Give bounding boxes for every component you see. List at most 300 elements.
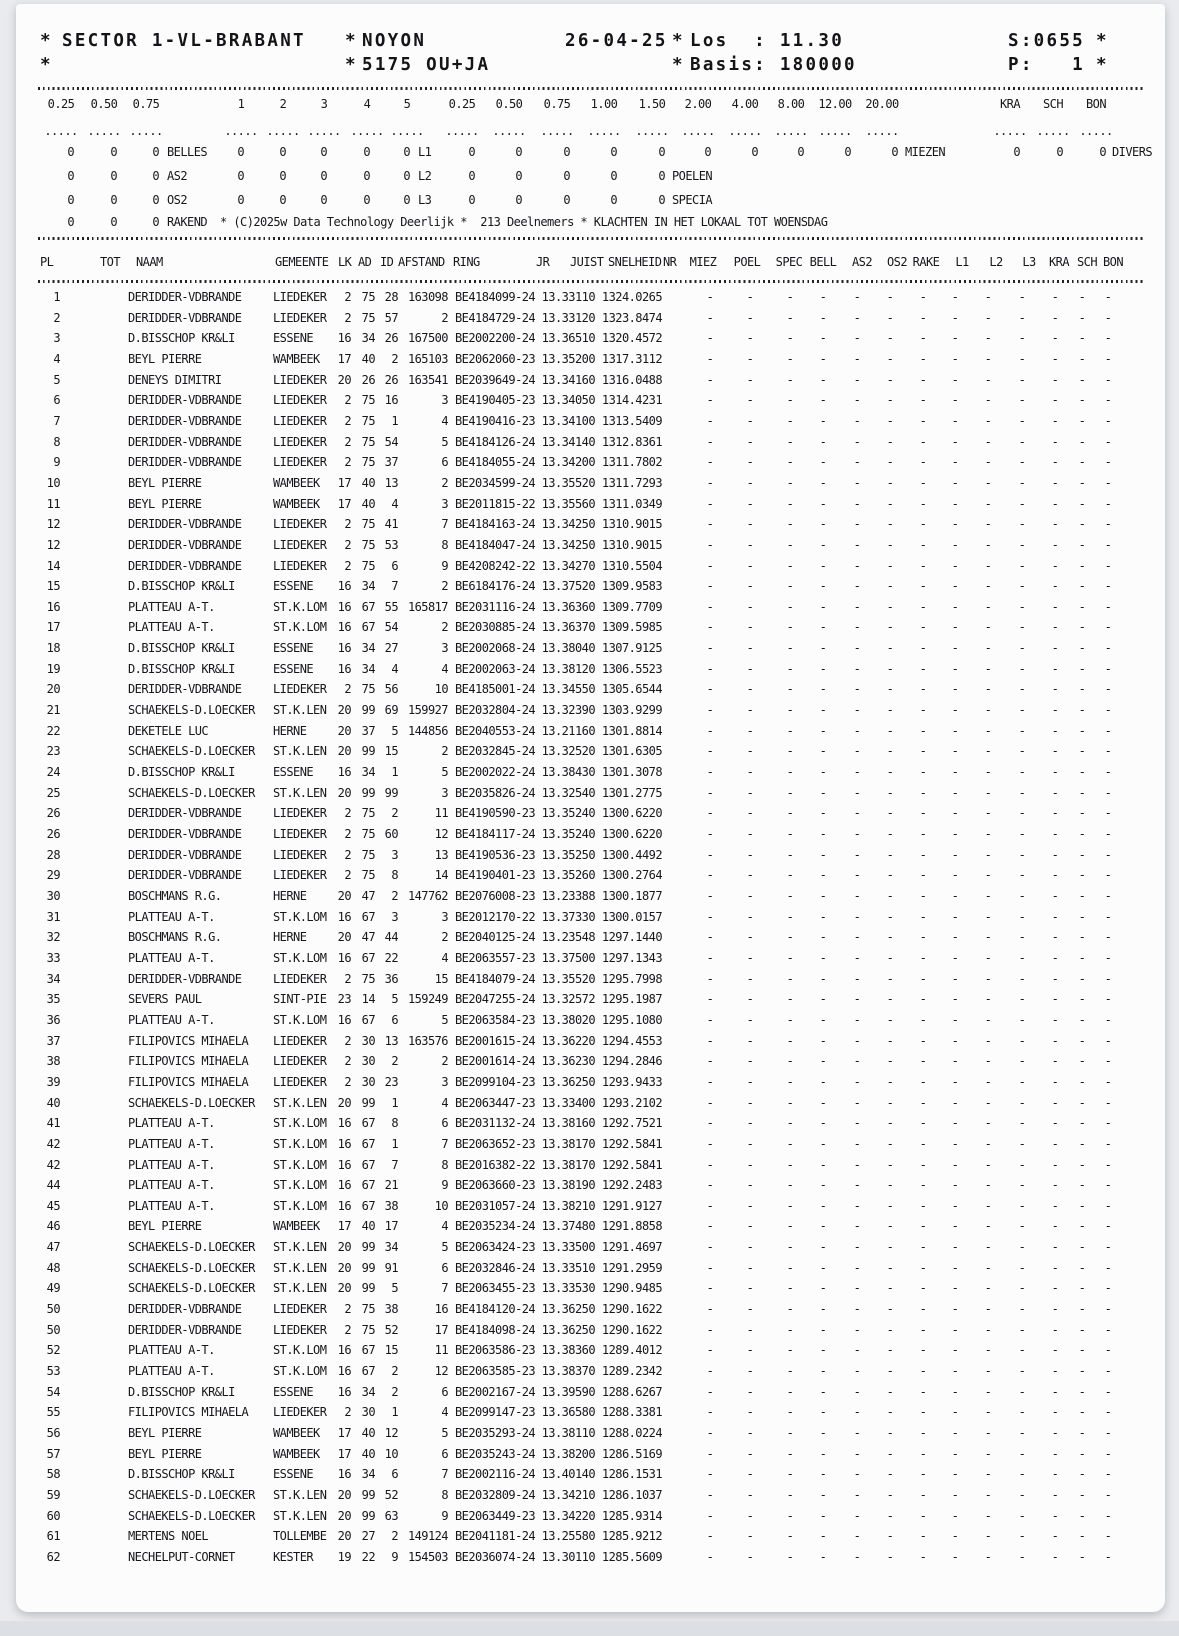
cell-gemeente: WAMBEEK bbox=[273, 1426, 320, 1441]
cell-lk: 19 bbox=[337, 1549, 351, 1564]
cell-mark: - bbox=[1104, 992, 1112, 1007]
cell-id: 1 bbox=[391, 1136, 398, 1151]
cell-mark: - bbox=[853, 1302, 861, 1317]
table-row bbox=[16, 762, 1165, 783]
cell-juist: 13.34210 bbox=[541, 1487, 595, 1502]
cell-mark: - bbox=[919, 868, 927, 883]
stake-count: 0 bbox=[1056, 145, 1063, 159]
table-row bbox=[16, 1444, 1165, 1465]
cell-pl: 31 bbox=[46, 909, 60, 924]
cell-mark: - bbox=[951, 372, 959, 387]
stake-count: 0 bbox=[610, 169, 617, 183]
cell-mark: - bbox=[819, 1116, 827, 1131]
cell-snelheid: 1291.4697 bbox=[601, 1240, 662, 1255]
cell-id: 44 bbox=[384, 930, 398, 945]
cell-juist: 13.32572 bbox=[541, 992, 595, 1007]
cell-naam: DERIDDER-VDBRANDE bbox=[128, 434, 242, 449]
cell-gemeente: ESSENE bbox=[273, 331, 314, 346]
cell-ring: BE2001615-24 bbox=[455, 1033, 536, 1048]
cell-mark: - bbox=[706, 992, 714, 1007]
cell-mark: - bbox=[819, 537, 827, 552]
cell-mark: - bbox=[1051, 1364, 1059, 1379]
cell-mark: - bbox=[984, 682, 992, 697]
cell-mark: - bbox=[886, 744, 894, 759]
cell-mark: - bbox=[1018, 1487, 1026, 1502]
cell-mark: - bbox=[1018, 744, 1026, 759]
cell-gemeente: ST.K.LEN bbox=[273, 785, 327, 800]
cell-afstand: 11 bbox=[434, 806, 448, 821]
cell-mark: - bbox=[984, 351, 992, 366]
cell-mark: - bbox=[706, 1549, 714, 1564]
column-header: NR bbox=[663, 255, 677, 269]
stake-category-label: RAKEND bbox=[167, 215, 208, 229]
cell-lk: 2 bbox=[344, 682, 351, 697]
cell-mark: - bbox=[951, 1136, 959, 1151]
cell-snelheid: 1293.2102 bbox=[601, 1095, 662, 1110]
cell-afstand: 165817 bbox=[407, 599, 448, 614]
cell-pl: 30 bbox=[46, 888, 60, 903]
cell-pl: 4 bbox=[53, 351, 60, 366]
cell-lk: 2 bbox=[344, 558, 351, 573]
cell-mark: - bbox=[951, 992, 959, 1007]
cell-ring: BE4184126-24 bbox=[455, 434, 536, 449]
cell-id: 16 bbox=[384, 393, 398, 408]
stake-dash-group: ..... bbox=[307, 124, 341, 138]
cell-mark: - bbox=[706, 1157, 714, 1172]
cell-gemeente: WAMBEEK bbox=[273, 475, 320, 490]
cell-mark: - bbox=[1078, 310, 1086, 325]
cell-mark: - bbox=[984, 950, 992, 965]
cell-lk: 2 bbox=[344, 1405, 351, 1420]
cell-mark: - bbox=[853, 1198, 861, 1213]
cell-gemeente: ESSENE bbox=[273, 765, 314, 780]
cell-mark: - bbox=[786, 992, 794, 1007]
cell-mark: - bbox=[746, 1446, 754, 1461]
cell-mark: - bbox=[819, 1302, 827, 1317]
cell-mark: - bbox=[786, 620, 794, 635]
cell-gemeente: ST.K.LOM bbox=[273, 909, 327, 924]
cell-mark: - bbox=[1018, 1508, 1026, 1523]
cell-juist: 13.33110 bbox=[541, 290, 595, 304]
cell-mark: - bbox=[1051, 537, 1059, 552]
cell-id: 17 bbox=[384, 1219, 398, 1234]
cell-mark: - bbox=[786, 661, 794, 676]
cell-id: 1 bbox=[391, 1405, 398, 1420]
stake-count: 0 bbox=[797, 145, 804, 159]
cell-id: 23 bbox=[384, 1074, 398, 1089]
cell-mark: - bbox=[951, 537, 959, 552]
cell-mark: - bbox=[1051, 1426, 1059, 1441]
cell-naam: NECHELPUT-CORNET bbox=[128, 1549, 235, 1564]
cell-mark: - bbox=[919, 1343, 927, 1358]
cell-gemeente: LIEDEKER bbox=[273, 558, 327, 573]
stake-count: 0 bbox=[658, 145, 665, 159]
stake-count: 0 bbox=[563, 193, 570, 207]
cell-naam: SCHAEKELS-D.LOECKER bbox=[128, 1508, 255, 1523]
cell-naam: BEYL PIERRE bbox=[128, 475, 202, 490]
cell-mark: - bbox=[951, 1281, 959, 1296]
cell-mark: - bbox=[886, 1012, 894, 1027]
table-row bbox=[16, 1196, 1165, 1217]
cell-ring: BE4184117-24 bbox=[455, 827, 536, 842]
column-header: BON bbox=[1102, 255, 1124, 269]
cell-mark: - bbox=[706, 310, 714, 325]
cell-ad: 34 bbox=[361, 1467, 375, 1482]
stake-tick-label: 20.00 bbox=[865, 97, 899, 111]
cell-mark: - bbox=[1078, 579, 1086, 594]
cell-gemeente: ST.K.LEN bbox=[273, 703, 327, 718]
cell-mark: - bbox=[919, 888, 927, 903]
cell-juist: 13.34050 bbox=[541, 393, 595, 408]
cell-lk: 16 bbox=[337, 1116, 351, 1131]
cell-mark: - bbox=[1018, 1302, 1026, 1317]
dotted-separator bbox=[38, 87, 1143, 90]
cell-mark: - bbox=[984, 1054, 992, 1069]
cell-mark: - bbox=[819, 661, 827, 676]
cell-naam: PLATTEAU A-T. bbox=[128, 1198, 215, 1213]
cell-mark: - bbox=[706, 620, 714, 635]
cell-ad: 34 bbox=[361, 641, 375, 656]
cell-gemeente: HERNE bbox=[273, 723, 307, 738]
stake-count: 0 bbox=[468, 169, 475, 183]
cell-naam: DERIDDER-VDBRANDE bbox=[128, 806, 242, 821]
cell-pl: 56 bbox=[46, 1426, 60, 1441]
stake-count: 0 bbox=[610, 145, 617, 159]
cell-mark: - bbox=[819, 1322, 827, 1337]
cell-mark: - bbox=[746, 1198, 754, 1213]
cell-mark: - bbox=[853, 930, 861, 945]
cell-snelheid: 1310.5504 bbox=[601, 558, 662, 573]
table-row bbox=[16, 1547, 1165, 1568]
entry-count: 5175 OU+JA bbox=[362, 55, 491, 75]
cell-mark: - bbox=[919, 950, 927, 965]
cell-afstand: 7 bbox=[441, 1281, 448, 1296]
table-row bbox=[16, 494, 1165, 515]
cell-id: 54 bbox=[384, 434, 398, 449]
cell-mark: - bbox=[1018, 682, 1026, 697]
cell-mark: - bbox=[1104, 827, 1112, 842]
cell-pl: 42 bbox=[46, 1157, 60, 1172]
cell-mark: - bbox=[746, 558, 754, 573]
cell-lk: 2 bbox=[344, 1033, 351, 1048]
cell-pl: 55 bbox=[46, 1405, 60, 1420]
cell-mark: - bbox=[1078, 455, 1086, 470]
cell-mark: - bbox=[853, 393, 861, 408]
cell-ring: BE4190590-23 bbox=[455, 806, 536, 821]
cell-naam: SCHAEKELS-D.LOECKER bbox=[128, 703, 255, 718]
cell-mark: - bbox=[786, 930, 794, 945]
cell-mark: - bbox=[746, 785, 754, 800]
cell-juist: 13.25580 bbox=[541, 1529, 595, 1544]
cell-ad: 99 bbox=[361, 744, 375, 759]
cell-lk: 20 bbox=[337, 785, 351, 800]
cell-mark: - bbox=[1078, 1487, 1086, 1502]
cell-naam: DERIDDER-VDBRANDE bbox=[128, 455, 242, 470]
table-row bbox=[16, 1402, 1165, 1423]
cell-mark: - bbox=[1104, 537, 1112, 552]
cell-mark: - bbox=[984, 1343, 992, 1358]
cell-snelheid: 1288.3381 bbox=[601, 1405, 662, 1420]
column-header: MIEZ bbox=[689, 255, 717, 269]
cell-mark: - bbox=[853, 723, 861, 738]
cell-mark: - bbox=[746, 393, 754, 408]
cell-snelheid: 1294.4553 bbox=[601, 1033, 662, 1048]
cell-mark: - bbox=[1104, 579, 1112, 594]
cell-gemeente: ST.K.LOM bbox=[273, 1116, 327, 1131]
cell-ad: 75 bbox=[361, 290, 375, 304]
stake-category-label: MIEZEN bbox=[905, 145, 946, 159]
cell-mark: - bbox=[853, 351, 861, 366]
cell-mark: - bbox=[951, 765, 959, 780]
copyright-note: * (C)2025w Data Technology Deerlijk * 213 Deelnemers * KLACHTEN IN HET LOKAAL TOT WOENSDAG bbox=[220, 215, 828, 229]
cell-naam: DERIDDER-VDBRANDE bbox=[128, 682, 242, 697]
cell-mark: - bbox=[1078, 1467, 1086, 1482]
cell-ad: 22 bbox=[361, 1549, 375, 1564]
cell-mark: - bbox=[1018, 1426, 1026, 1441]
table-row bbox=[16, 865, 1165, 886]
cell-mark: - bbox=[919, 1426, 927, 1441]
cell-pl: 2 bbox=[53, 310, 60, 325]
cell-afstand: 6 bbox=[441, 1116, 448, 1131]
cell-ad: 99 bbox=[361, 1487, 375, 1502]
cell-juist: 13.34550 bbox=[541, 682, 595, 697]
cell-mark: - bbox=[786, 1033, 794, 1048]
stake-category-label: L1 bbox=[418, 145, 432, 159]
cell-mark: - bbox=[951, 1219, 959, 1234]
cell-mark: - bbox=[746, 1012, 754, 1027]
column-header: BELL bbox=[809, 255, 837, 269]
cell-mark: - bbox=[984, 971, 992, 986]
cell-mark: - bbox=[1051, 331, 1059, 346]
cell-mark: - bbox=[951, 868, 959, 883]
column-header: LK bbox=[338, 255, 352, 269]
stake-count: 0 bbox=[468, 145, 475, 159]
cell-mark: - bbox=[786, 1116, 794, 1131]
cell-mark: - bbox=[746, 475, 754, 490]
cell-mark: - bbox=[1051, 868, 1059, 883]
cell-gemeente: ST.K.LOM bbox=[273, 599, 327, 614]
cell-mark: - bbox=[1078, 992, 1086, 1007]
cell-mark: - bbox=[1018, 579, 1026, 594]
cell-mark: - bbox=[951, 496, 959, 511]
cell-mark: - bbox=[886, 290, 894, 304]
cell-juist: 13.34250 bbox=[541, 517, 595, 532]
cell-mark: - bbox=[746, 806, 754, 821]
cell-mark: - bbox=[746, 1426, 754, 1441]
cell-gemeente: LIEDEKER bbox=[273, 455, 327, 470]
cell-naam: FILIPOVICS MIHAELA bbox=[128, 1405, 249, 1420]
cell-mark: - bbox=[746, 1529, 754, 1544]
stake-count: 0 bbox=[110, 169, 117, 183]
cell-snelheid: 1320.4572 bbox=[601, 331, 662, 346]
cell-ad: 67 bbox=[361, 599, 375, 614]
cell-mark: - bbox=[984, 1074, 992, 1089]
cell-lk: 16 bbox=[337, 765, 351, 780]
cell-pl: 21 bbox=[46, 703, 60, 718]
cell-mark: - bbox=[984, 785, 992, 800]
cell-mark: - bbox=[786, 1467, 794, 1482]
cell-id: 91 bbox=[384, 1260, 398, 1275]
cell-mark: - bbox=[746, 620, 754, 635]
cell-mark: - bbox=[886, 1322, 894, 1337]
cell-mark: - bbox=[1078, 847, 1086, 862]
cell-afstand: 9 bbox=[441, 1178, 448, 1193]
cell-naam: DERIDDER-VDBRANDE bbox=[128, 1302, 242, 1317]
cell-mark: - bbox=[951, 1095, 959, 1110]
cell-mark: - bbox=[706, 393, 714, 408]
cell-mark: - bbox=[746, 1095, 754, 1110]
stake-dash-group: ..... bbox=[1079, 124, 1113, 138]
cell-mark: - bbox=[746, 310, 754, 325]
cell-mark: - bbox=[951, 1384, 959, 1399]
table-row bbox=[16, 1051, 1165, 1072]
cell-ad: 67 bbox=[361, 1157, 375, 1172]
cell-pl: 28 bbox=[46, 847, 60, 862]
cell-snelheid: 1303.9299 bbox=[601, 703, 662, 718]
cell-id: 4 bbox=[391, 496, 398, 511]
cell-ring: BE4184163-24 bbox=[455, 517, 536, 532]
column-header: KRA bbox=[1048, 255, 1070, 269]
cell-mark: - bbox=[951, 1446, 959, 1461]
cell-id: 53 bbox=[384, 537, 398, 552]
cell-mark: - bbox=[886, 1136, 894, 1151]
cell-mark: - bbox=[1104, 1074, 1112, 1089]
cell-ring: BE2062060-23 bbox=[455, 351, 536, 366]
cell-pl: 44 bbox=[46, 1178, 60, 1193]
cell-mark: - bbox=[706, 765, 714, 780]
cell-lk: 16 bbox=[337, 1343, 351, 1358]
cell-mark: - bbox=[886, 1095, 894, 1110]
cell-naam: D.BISSCHOP KR&LI bbox=[128, 641, 235, 656]
cell-mark: - bbox=[746, 517, 754, 532]
cell-pl: 5 bbox=[53, 372, 60, 387]
cell-naam: SCHAEKELS-D.LOECKER bbox=[128, 1095, 255, 1110]
cell-mark: - bbox=[853, 703, 861, 718]
stake-tick-label: 2.00 bbox=[684, 97, 712, 111]
cell-mark: - bbox=[1104, 868, 1112, 883]
cell-mark: - bbox=[919, 1074, 927, 1089]
cell-mark: - bbox=[886, 888, 894, 903]
cell-mark: - bbox=[1051, 1260, 1059, 1275]
cell-ring: BE2040125-24 bbox=[455, 930, 536, 945]
cell-mark: - bbox=[853, 1343, 861, 1358]
cell-mark: - bbox=[1104, 661, 1112, 676]
cell-lk: 16 bbox=[337, 1136, 351, 1151]
cell-mark: - bbox=[951, 310, 959, 325]
cell-id: 7 bbox=[391, 579, 398, 594]
cell-mark: - bbox=[951, 1549, 959, 1564]
star-icon: * bbox=[1096, 31, 1109, 51]
stake-count: 0 bbox=[279, 169, 286, 183]
cell-mark: - bbox=[1104, 1426, 1112, 1441]
stake-tick-label: BON bbox=[1085, 97, 1107, 111]
cell-afstand: 11 bbox=[434, 1343, 448, 1358]
cell-snelheid: 1313.5409 bbox=[601, 413, 662, 428]
cell-mark: - bbox=[1078, 372, 1086, 387]
cell-mark: - bbox=[919, 1549, 927, 1564]
stake-count: 0 bbox=[751, 145, 758, 159]
cell-snelheid: 1295.7998 bbox=[601, 971, 662, 986]
cell-mark: - bbox=[951, 475, 959, 490]
table-row bbox=[16, 1361, 1165, 1382]
cell-mark: - bbox=[1078, 1405, 1086, 1420]
cell-ring: BE4184055-24 bbox=[455, 455, 536, 470]
cell-ad: 67 bbox=[361, 620, 375, 635]
cell-mark: - bbox=[984, 1322, 992, 1337]
cell-mark: - bbox=[706, 827, 714, 842]
cell-naam: DERIDDER-VDBRANDE bbox=[128, 393, 242, 408]
stake-dash-group: ..... bbox=[1036, 124, 1070, 138]
cell-snelheid: 1285.9314 bbox=[601, 1508, 662, 1523]
cell-mark: - bbox=[746, 1033, 754, 1048]
cell-id: 22 bbox=[384, 950, 398, 965]
cell-mark: - bbox=[1051, 579, 1059, 594]
cell-mark: - bbox=[786, 331, 794, 346]
cell-mark: - bbox=[1104, 1322, 1112, 1337]
cell-afstand: 5 bbox=[441, 1012, 448, 1027]
cell-naam: FILIPOVICS MIHAELA bbox=[128, 1074, 249, 1089]
cell-mark: - bbox=[1051, 1178, 1059, 1193]
stakes-summary-row bbox=[16, 212, 1165, 233]
cell-ring: BE2063424-23 bbox=[455, 1240, 536, 1255]
cell-afstand: 5 bbox=[441, 765, 448, 780]
cell-pl: 29 bbox=[46, 868, 60, 883]
cell-mark: - bbox=[1104, 1302, 1112, 1317]
cell-lk: 2 bbox=[344, 971, 351, 986]
cell-lk: 16 bbox=[337, 1364, 351, 1379]
cell-ad: 99 bbox=[361, 785, 375, 800]
cell-juist: 13.37500 bbox=[541, 950, 595, 965]
cell-mark: - bbox=[919, 620, 927, 635]
cell-lk: 16 bbox=[337, 909, 351, 924]
cell-mark: - bbox=[919, 558, 927, 573]
cell-mark: - bbox=[1104, 1219, 1112, 1234]
cell-juist: 13.36250 bbox=[541, 1302, 595, 1317]
cell-mark: - bbox=[706, 661, 714, 676]
cell-mark: - bbox=[886, 682, 894, 697]
cell-mark: - bbox=[1018, 1529, 1026, 1544]
cell-juist: 13.37330 bbox=[541, 909, 595, 924]
cell-ad: 67 bbox=[361, 1178, 375, 1193]
cell-mark: - bbox=[951, 847, 959, 862]
cell-gemeente: ST.K.LEN bbox=[273, 744, 327, 759]
cell-lk: 16 bbox=[337, 1157, 351, 1172]
cell-id: 38 bbox=[384, 1198, 398, 1213]
cell-mark: - bbox=[746, 1116, 754, 1131]
cell-snelheid: 1292.7521 bbox=[601, 1116, 662, 1131]
cell-pl: 42 bbox=[46, 1136, 60, 1151]
cell-mark: - bbox=[819, 434, 827, 449]
cell-snelheid: 1288.6267 bbox=[601, 1384, 662, 1399]
cell-mark: - bbox=[746, 599, 754, 614]
cell-mark: - bbox=[746, 765, 754, 780]
cell-mark: - bbox=[786, 1322, 794, 1337]
cell-ring: BE2063449-23 bbox=[455, 1508, 536, 1523]
cell-mark: - bbox=[819, 1219, 827, 1234]
cell-mark: - bbox=[1018, 1446, 1026, 1461]
cell-gemeente: ST.K.LEN bbox=[273, 1240, 327, 1255]
cell-mark: - bbox=[786, 1219, 794, 1234]
cell-snelheid: 1297.1440 bbox=[601, 930, 662, 945]
cell-gemeente: ST.K.LOM bbox=[273, 1178, 327, 1193]
cell-id: 26 bbox=[384, 331, 398, 346]
cell-mark: - bbox=[746, 827, 754, 842]
cell-ring: BE2032846-24 bbox=[455, 1260, 536, 1275]
stake-count: 0 bbox=[152, 193, 159, 207]
cell-mark: - bbox=[919, 1178, 927, 1193]
cell-mark: - bbox=[1078, 1157, 1086, 1172]
table-row bbox=[16, 845, 1165, 866]
